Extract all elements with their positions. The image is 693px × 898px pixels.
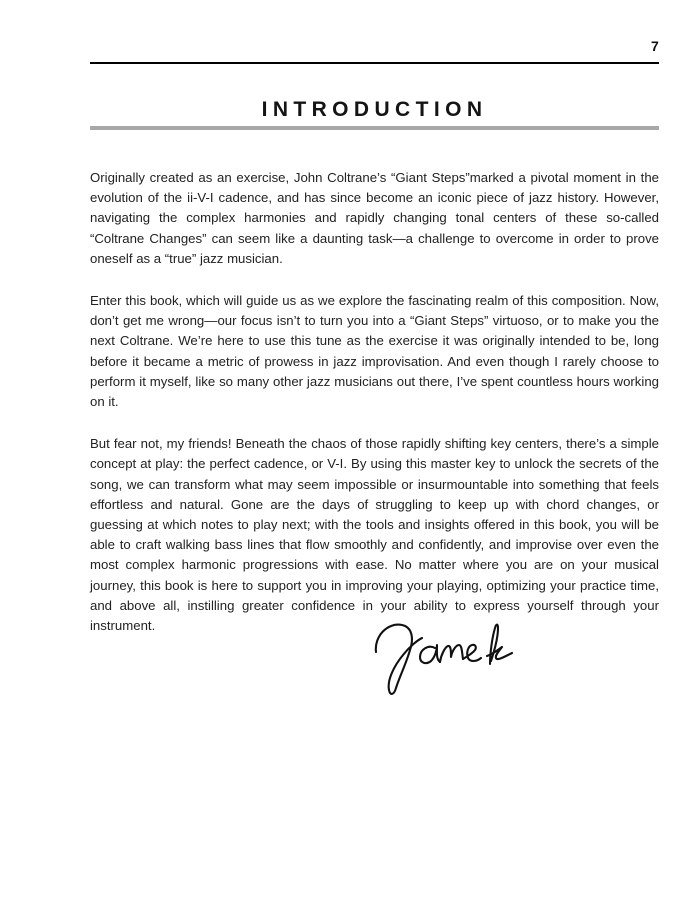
paragraph: Enter this book, which will guide us as we explore the fascinating realm of this composition. Now, don’t get me wrong—our focus isn’t to turn you into a “Giant Steps” virtuoso, or to make you the next Coltrane. We’re here to use this tune as the exercise it was originally intended to be, long before it became a metric of prowess in jazz improvisation. And even though I rarely choose to perform it myself, like so many other jazz musicians out there, I’ve spent countless hours working on it. <box>90 293 659 410</box>
page-title: INTRODUCTION <box>261 98 488 121</box>
page-number: 7 <box>651 38 659 54</box>
paragraph: Originally created as an exercise, John Coltrane’s “Giant Steps”marked a pivotal moment in the evolution of the ii-V-I cadence, and has since become an iconic piece of jazz history. However, navigating the complex harmonies and rapidly changing tonal centers of these so-called “Coltrane Changes” can seem like a daunting task—a challenge to overcome in order to prove oneself as a “true” jazz musician. <box>90 170 659 266</box>
title-divider <box>90 126 659 130</box>
body-text <box>90 168 659 636</box>
paragraph: But fear not, my friends! Beneath the chaos of those rapidly shifting key centers, there’s a simple concept at play: the perfect cadence, or V-I. By using this master key to unlock the secrets of the song, we can transform what may seem impossible or insurmountable into something that feels effortless and natural. Gone are the days of struggling to keep up with chord changes, or guessing at which notes to play next; with the tools and insights offered in this book, you will be able to craft walking bass lines that flow smoothly and confidently, and improvise over even the most complex harmonic progressions with ease. No matter where you are on your musical journey, this book is here to support you in improving your playing, optimizing your practice time, and above all, instilling greater confidence in your ability to express yourself through your instrument. <box>90 436 659 634</box>
header-divider <box>90 62 659 64</box>
